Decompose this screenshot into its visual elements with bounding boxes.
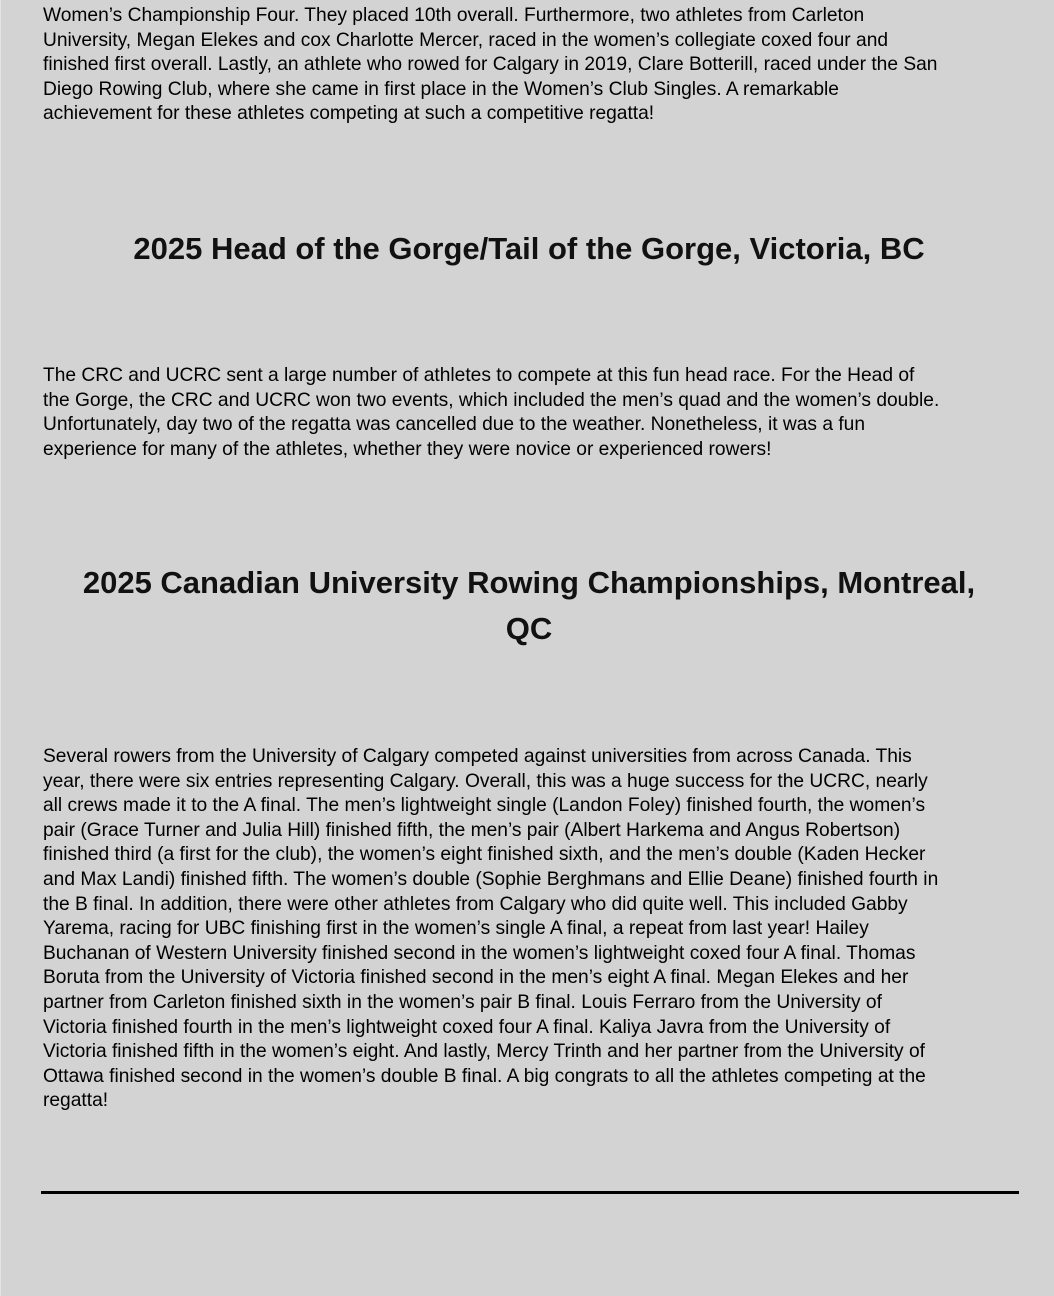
intro-paragraph: Women’s Championship Four. They placed 10th overall. Furthermore, two athletes from Carleton University, Megan Elekes and cox Charlotte Mercer, raced in the women’s collegiate coxed four and finished first overall. Lastly, an athlete who rowed for Calgary in 2019, Clare Botterill, raced under the San Diego Rowing Club, where she came in first place in the Women’s Club Singles. A remarkable achievement for these athletes competing at such a competitive regatta! xyxy=(43,5,938,125)
section-body-head-of-the-gorge: The CRC and UCRC sent a large number of athletes to compete at this fun head race. For the Head of the Gorge, the CRC and UCRC won two events, which included the men’s quad and the women’s double. Unfortunately, day two of the regatta was cancelled due to the weather. Nonetheless, it was a fun experience for many of the athletes, whether they were novice or experienced rowers! xyxy=(43,365,940,460)
section-heading-head-of-the-gorge: 2025 Head of the Gorge/Tail of the Gorge, Victoria, BC xyxy=(133,231,925,266)
horizontal-divider xyxy=(41,1191,1019,1194)
section-heading-canadian-university-championships: 2025 Canadian University Rowing Championships, Montreal, QC xyxy=(82,565,976,646)
section-body-canadian-university-championships: Several rowers from the University of Calgary competed against universities from across Canada. This year, there were six entries representing Calgary. Overall, this was a huge success for the UCRC, nearly all crews made it to the A final. The men’s lightweight single (Landon Foley) finished fourth, the women’s pair (Grace Turner and Julia Hill) finished fifth, the men’s pair (Albert Harkema and Angus Robertson) finished third (a first for the club), the women’s eight finished sixth, and the men’s double (Kaden Hecker and Max Landi) finished fifth. The women’s double (Sophie Berghmans and Ellie Deane) finished fourth in the B final. In addition, there were other athletes from Calgary who did quite well. This included Gabby Yarema, racing for UBC finishing first in the women’s single A final, a repeat from last year! Hailey Buchanan of Western University finished second in the women’s lightweight coxed four A final. Thomas Boruta from the University of Victoria finished second in the men’s eight A final. Megan Elekes and her partner from Carleton finished sixth in the women’s pair B final. Louis Ferraro from the University of Victoria finished fourth in the men’s lightweight coxed four A final. Kaliya Javra from the University of Victoria finished fifth in the women’s eight. And lastly, Mercy Trinth and her partner from the University of Ottawa finished second in the women’s double B final. A big congrats to all the athletes competing at the regatta! xyxy=(43,746,939,1112)
